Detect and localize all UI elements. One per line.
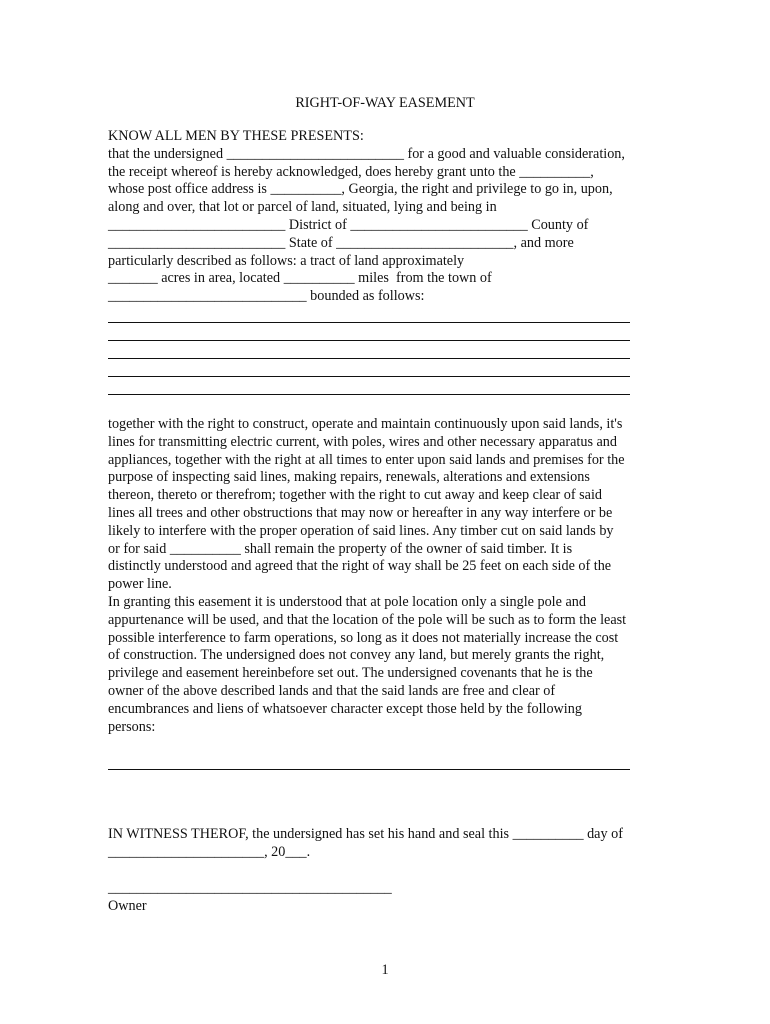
intro-line: along and over, that lot or parcel of land, situated, lying and being in <box>108 199 497 216</box>
description-blank-line <box>108 376 630 377</box>
intro-line: that the undersigned _________________________ for a good and valuable consideration, <box>108 145 625 162</box>
description-blank-line <box>108 358 630 359</box>
intro-line: whose post office address is __________, Georgia, the right and privilege to go in, upon, <box>108 181 613 198</box>
terms-line: lines for transmitting electric current, with poles, wires and other necessary apparatus and <box>108 433 617 450</box>
intro-line: KNOW ALL MEN BY THESE PRESENTS: <box>108 128 364 144</box>
witness-block <box>108 826 668 862</box>
terms-line: In granting this easement it is understood that at pole location only a single pole and <box>108 593 586 610</box>
description-blank-line <box>108 322 630 323</box>
terms-line: appurtenance will be used, and that the location of the pole will be such as to form the least <box>108 611 627 628</box>
terms-line: or for said __________ shall remain the property of the owner of said timber. It is <box>108 540 573 557</box>
witness-line: ______________________, 20___. <box>108 843 311 860</box>
terms-line: persons: <box>108 718 156 735</box>
intro-line: ____________________________ bounded as follows: <box>108 288 425 305</box>
terms-line: likely to interfere with the proper operation of said lines. Any timber cut on said lands by <box>108 522 614 539</box>
page-number: 1 <box>381 962 389 978</box>
intro-line: particularly described as follows: a tract of land approximately <box>108 252 465 269</box>
terms-line: thereon, thereto or therefrom; together with the right to cut away and keep clear of said <box>108 487 603 504</box>
intro-line: _________________________ State of _________________________, and more <box>108 234 574 251</box>
document-title: RIGHT-OF-WAY EASEMENT <box>295 95 475 111</box>
terms-line: of construction. The undersigned does not convey any land, but merely grants the right, <box>108 647 605 664</box>
description-blank-line <box>108 340 630 341</box>
terms-line: distinctly understood and agreed that the right of way shall be 25 feet on each side of the <box>108 558 612 575</box>
terms-line: privilege and easement hereinbefore set out. The undersigned covenants that he is the <box>108 665 593 682</box>
signature-block <box>108 880 668 916</box>
intro-line: _______ acres in area, located __________ miles from the town of <box>108 270 492 287</box>
intro-line: the receipt whereof is hereby acknowledged, does hereby grant unto the __________, <box>108 163 594 180</box>
terms-line: possible interference to farm operations, so long as it does not materially increase the cost <box>108 629 619 646</box>
witness-line: IN WITNESS THEROF, the undersigned has set his hand and seal this __________ day of <box>108 826 623 842</box>
terms-line: appliances, together with the right at all times to enter upon said lands and premises for the <box>108 451 625 468</box>
intro-line: _________________________ District of _________________________ County of <box>108 216 589 233</box>
signature-label: Owner <box>108 897 147 914</box>
terms-line: purpose of inspecting said lines, making repairs, renewals, alterations and extensions <box>108 469 590 486</box>
signature-line: ________________________________________ <box>108 880 392 896</box>
encumbrance-holders-blank-line <box>108 769 630 770</box>
terms-line: lines all trees and other obstructions that may now or hereafter in any way interfere or be <box>108 504 613 521</box>
terms-line: together with the right to construct, operate and maintain continuously upon said lands, it's <box>108 416 623 432</box>
intro-block <box>108 128 668 306</box>
terms-line: power line. <box>108 576 172 593</box>
terms-line: encumbrances and liens of whatsoever character except those held by the following <box>108 700 582 717</box>
description-blank-line <box>108 394 630 395</box>
terms-block <box>108 416 668 736</box>
terms-line: owner of the above described lands and that the said lands are free and clear of <box>108 682 556 699</box>
